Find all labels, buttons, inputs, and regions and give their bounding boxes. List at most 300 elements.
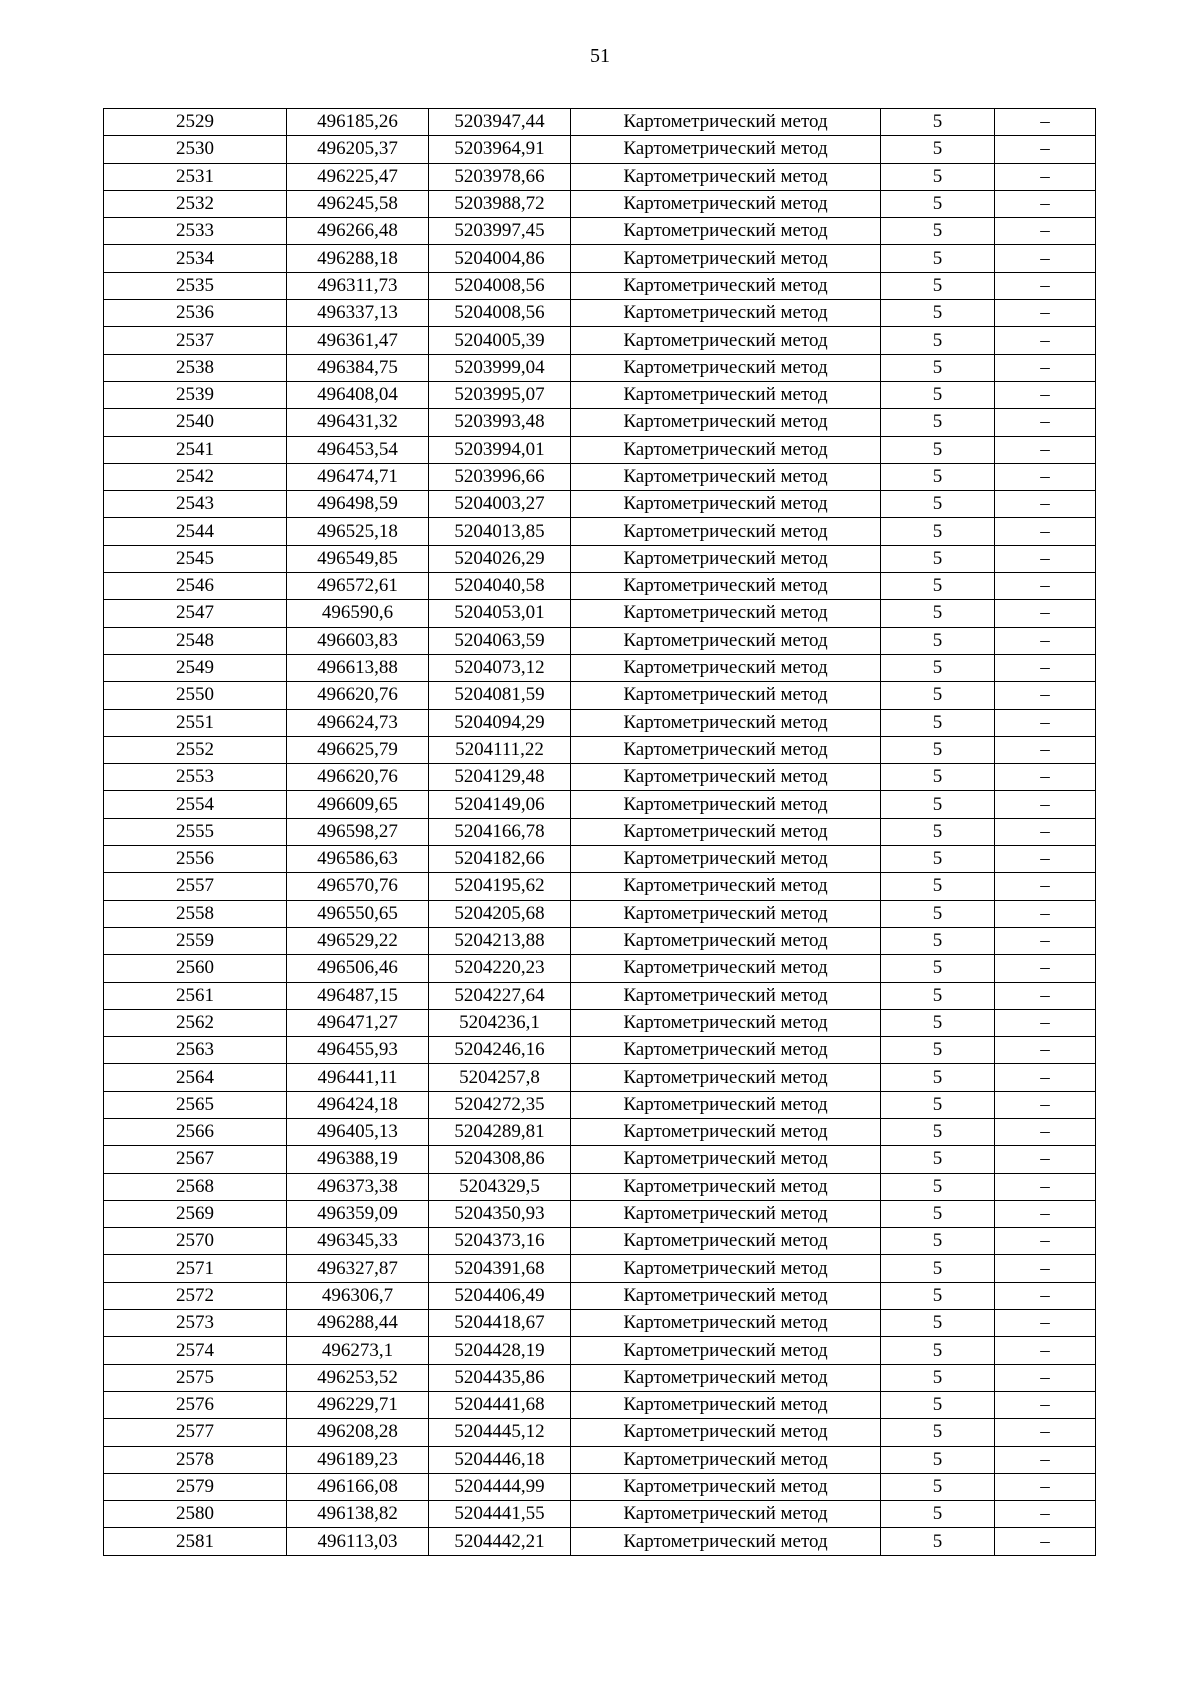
point-number-cell: 2572 — [104, 1282, 287, 1309]
method-cell: Картометрический метод — [571, 163, 881, 190]
point-number-cell: 2576 — [104, 1391, 287, 1418]
y-coordinate-cell: 5204026,29 — [429, 545, 571, 572]
table-row — [104, 1419, 1096, 1446]
y-coordinate-cell: 5203999,04 — [429, 354, 571, 381]
x-coordinate-cell: 496166,08 — [287, 1473, 429, 1500]
y-coordinate-cell: 5204350,93 — [429, 1200, 571, 1227]
x-coordinate-cell: 496185,26 — [287, 109, 429, 136]
table-row — [104, 136, 1096, 163]
y-coordinate-cell: 5204195,62 — [429, 873, 571, 900]
method-cell: Картометрический метод — [571, 873, 881, 900]
table-row — [104, 1501, 1096, 1528]
accuracy-cell: 5 — [881, 1228, 995, 1255]
point-number-cell: 2536 — [104, 300, 287, 327]
method-cell: Картометрический метод — [571, 491, 881, 518]
y-coordinate-cell: 5204166,78 — [429, 818, 571, 845]
y-coordinate-cell: 5204220,23 — [429, 955, 571, 982]
table-row — [104, 1118, 1096, 1145]
description-cell: – — [995, 791, 1096, 818]
accuracy-cell: 5 — [881, 1064, 995, 1091]
y-coordinate-cell: 5204040,58 — [429, 573, 571, 600]
y-coordinate-cell: 5204008,56 — [429, 272, 571, 299]
method-cell: Картометрический метод — [571, 982, 881, 1009]
x-coordinate-cell: 496113,03 — [287, 1528, 429, 1555]
x-coordinate-cell: 496408,04 — [287, 381, 429, 408]
x-coordinate-cell: 496189,23 — [287, 1446, 429, 1473]
y-coordinate-cell: 5204227,64 — [429, 982, 571, 1009]
y-coordinate-cell: 5204236,1 — [429, 1009, 571, 1036]
description-cell: – — [995, 491, 1096, 518]
point-number-cell: 2549 — [104, 654, 287, 681]
table-row — [104, 927, 1096, 954]
description-cell: – — [995, 1310, 1096, 1337]
point-number-cell: 2545 — [104, 545, 287, 572]
description-cell: – — [995, 818, 1096, 845]
x-coordinate-cell: 496359,09 — [287, 1200, 429, 1227]
accuracy-cell: 5 — [881, 1037, 995, 1064]
accuracy-cell: 5 — [881, 927, 995, 954]
description-cell: – — [995, 1473, 1096, 1500]
description-cell: – — [995, 573, 1096, 600]
y-coordinate-cell: 5204391,68 — [429, 1255, 571, 1282]
description-cell: – — [995, 1419, 1096, 1446]
point-number-cell: 2573 — [104, 1310, 287, 1337]
point-number-cell: 2541 — [104, 436, 287, 463]
point-number-cell: 2555 — [104, 818, 287, 845]
point-number-cell: 2529 — [104, 109, 287, 136]
x-coordinate-cell: 496288,18 — [287, 245, 429, 272]
x-coordinate-cell: 496474,71 — [287, 463, 429, 490]
accuracy-cell: 5 — [881, 272, 995, 299]
x-coordinate-cell: 496625,79 — [287, 736, 429, 763]
y-coordinate-cell: 5204149,06 — [429, 791, 571, 818]
method-cell: Картометрический метод — [571, 900, 881, 927]
accuracy-cell: 5 — [881, 1528, 995, 1555]
method-cell: Картометрический метод — [571, 1200, 881, 1227]
description-cell: – — [995, 627, 1096, 654]
accuracy-cell: 5 — [881, 1091, 995, 1118]
x-coordinate-cell: 496620,76 — [287, 682, 429, 709]
description-cell: – — [995, 381, 1096, 408]
accuracy-cell: 5 — [881, 1391, 995, 1418]
method-cell: Картометрический метод — [571, 1446, 881, 1473]
x-coordinate-cell: 496253,52 — [287, 1364, 429, 1391]
accuracy-cell: 5 — [881, 518, 995, 545]
table-row — [104, 1200, 1096, 1227]
x-coordinate-cell: 496306,7 — [287, 1282, 429, 1309]
y-coordinate-cell: 5204182,66 — [429, 846, 571, 873]
point-number-cell: 2542 — [104, 463, 287, 490]
table-row — [104, 736, 1096, 763]
point-number-cell: 2561 — [104, 982, 287, 1009]
table-row — [104, 982, 1096, 1009]
y-coordinate-cell: 5203997,45 — [429, 218, 571, 245]
description-cell: – — [995, 1091, 1096, 1118]
method-cell: Картометрический метод — [571, 736, 881, 763]
accuracy-cell: 5 — [881, 381, 995, 408]
accuracy-cell: 5 — [881, 218, 995, 245]
point-number-cell: 2580 — [104, 1501, 287, 1528]
table-row — [104, 1528, 1096, 1555]
method-cell: Картометрический метод — [571, 1009, 881, 1036]
x-coordinate-cell: 496529,22 — [287, 927, 429, 954]
description-cell: – — [995, 218, 1096, 245]
description-cell: – — [995, 1501, 1096, 1528]
point-number-cell: 2571 — [104, 1255, 287, 1282]
table-row — [104, 709, 1096, 736]
x-coordinate-cell: 496424,18 — [287, 1091, 429, 1118]
point-number-cell: 2563 — [104, 1037, 287, 1064]
table-row — [104, 1173, 1096, 1200]
accuracy-cell: 5 — [881, 1282, 995, 1309]
y-coordinate-cell: 5204004,86 — [429, 245, 571, 272]
accuracy-cell: 5 — [881, 1337, 995, 1364]
x-coordinate-cell: 496384,75 — [287, 354, 429, 381]
method-cell: Картометрический метод — [571, 218, 881, 245]
y-coordinate-cell: 5204406,49 — [429, 1282, 571, 1309]
y-coordinate-cell: 5203964,91 — [429, 136, 571, 163]
page-number: 51 — [590, 45, 610, 67]
accuracy-cell: 5 — [881, 573, 995, 600]
method-cell: Картометрический метод — [571, 1473, 881, 1500]
method-cell: Картометрический метод — [571, 846, 881, 873]
description-cell: – — [995, 163, 1096, 190]
table-row — [104, 163, 1096, 190]
point-number-cell: 2556 — [104, 846, 287, 873]
accuracy-cell: 5 — [881, 300, 995, 327]
x-coordinate-cell: 496506,46 — [287, 955, 429, 982]
description-cell: – — [995, 900, 1096, 927]
point-number-cell: 2550 — [104, 682, 287, 709]
point-number-cell: 2544 — [104, 518, 287, 545]
accuracy-cell: 5 — [881, 873, 995, 900]
x-coordinate-cell: 496405,13 — [287, 1118, 429, 1145]
point-number-cell: 2581 — [104, 1528, 287, 1555]
point-number-cell: 2548 — [104, 627, 287, 654]
description-cell: – — [995, 136, 1096, 163]
description-cell: – — [995, 272, 1096, 299]
y-coordinate-cell: 5203947,44 — [429, 109, 571, 136]
point-number-cell: 2559 — [104, 927, 287, 954]
method-cell: Картометрический метод — [571, 791, 881, 818]
description-cell: – — [995, 463, 1096, 490]
y-coordinate-cell: 5204063,59 — [429, 627, 571, 654]
description-cell: – — [995, 982, 1096, 1009]
x-coordinate-cell: 496455,93 — [287, 1037, 429, 1064]
y-coordinate-cell: 5204005,39 — [429, 327, 571, 354]
coordinates-table — [103, 108, 1096, 1556]
y-coordinate-cell: 5204442,21 — [429, 1528, 571, 1555]
x-coordinate-cell: 496609,65 — [287, 791, 429, 818]
y-coordinate-cell: 5204441,55 — [429, 1501, 571, 1528]
y-coordinate-cell: 5204129,48 — [429, 764, 571, 791]
x-coordinate-cell: 496245,58 — [287, 190, 429, 217]
point-number-cell: 2547 — [104, 600, 287, 627]
method-cell: Картометрический метод — [571, 764, 881, 791]
table-row — [104, 354, 1096, 381]
description-cell: – — [995, 1228, 1096, 1255]
description-cell: – — [995, 873, 1096, 900]
description-cell: – — [995, 327, 1096, 354]
accuracy-cell: 5 — [881, 900, 995, 927]
y-coordinate-cell: 5203994,01 — [429, 436, 571, 463]
point-number-cell: 2567 — [104, 1146, 287, 1173]
table-row — [104, 1064, 1096, 1091]
y-coordinate-cell: 5203996,66 — [429, 463, 571, 490]
accuracy-cell: 5 — [881, 682, 995, 709]
accuracy-cell: 5 — [881, 627, 995, 654]
method-cell: Картометрический метод — [571, 1419, 881, 1446]
table-row — [104, 327, 1096, 354]
description-cell: – — [995, 955, 1096, 982]
accuracy-cell: 5 — [881, 190, 995, 217]
method-cell: Картометрический метод — [571, 600, 881, 627]
x-coordinate-cell: 496620,76 — [287, 764, 429, 791]
description-cell: – — [995, 1200, 1096, 1227]
point-number-cell: 2552 — [104, 736, 287, 763]
method-cell: Картометрический метод — [571, 1228, 881, 1255]
accuracy-cell: 5 — [881, 1200, 995, 1227]
method-cell: Картометрический метод — [571, 627, 881, 654]
point-number-cell: 2535 — [104, 272, 287, 299]
description-cell: – — [995, 736, 1096, 763]
table-row — [104, 300, 1096, 327]
table-row — [104, 900, 1096, 927]
x-coordinate-cell: 496453,54 — [287, 436, 429, 463]
table-row — [104, 1282, 1096, 1309]
method-cell: Картометрический метод — [571, 573, 881, 600]
description-cell: – — [995, 409, 1096, 436]
point-number-cell: 2579 — [104, 1473, 287, 1500]
description-cell: – — [995, 354, 1096, 381]
point-number-cell: 2551 — [104, 709, 287, 736]
description-cell: – — [995, 927, 1096, 954]
accuracy-cell: 5 — [881, 982, 995, 1009]
table-row — [104, 1091, 1096, 1118]
y-coordinate-cell: 5204418,67 — [429, 1310, 571, 1337]
y-coordinate-cell: 5204073,12 — [429, 654, 571, 681]
y-coordinate-cell: 5204441,68 — [429, 1391, 571, 1418]
x-coordinate-cell: 496208,28 — [287, 1419, 429, 1446]
table-row — [104, 818, 1096, 845]
point-number-cell: 2566 — [104, 1118, 287, 1145]
point-number-cell: 2558 — [104, 900, 287, 927]
y-coordinate-cell: 5204329,5 — [429, 1173, 571, 1200]
method-cell: Картометрический метод — [571, 136, 881, 163]
method-cell: Картометрический метод — [571, 1310, 881, 1337]
y-coordinate-cell: 5204257,8 — [429, 1064, 571, 1091]
point-number-cell: 2578 — [104, 1446, 287, 1473]
x-coordinate-cell: 496345,33 — [287, 1228, 429, 1255]
table-row — [104, 272, 1096, 299]
accuracy-cell: 5 — [881, 436, 995, 463]
y-coordinate-cell: 5204435,86 — [429, 1364, 571, 1391]
point-number-cell: 2574 — [104, 1337, 287, 1364]
method-cell: Картометрический метод — [571, 1146, 881, 1173]
point-number-cell: 2534 — [104, 245, 287, 272]
table-row — [104, 1146, 1096, 1173]
method-cell: Картометрический метод — [571, 545, 881, 572]
method-cell: Картометрический метод — [571, 272, 881, 299]
point-number-cell: 2570 — [104, 1228, 287, 1255]
description-cell: – — [995, 1037, 1096, 1064]
accuracy-cell: 5 — [881, 791, 995, 818]
table-row — [104, 791, 1096, 818]
description-cell: – — [995, 600, 1096, 627]
accuracy-cell: 5 — [881, 136, 995, 163]
x-coordinate-cell: 496273,1 — [287, 1337, 429, 1364]
accuracy-cell: 5 — [881, 545, 995, 572]
description-cell: – — [995, 1146, 1096, 1173]
accuracy-cell: 5 — [881, 1009, 995, 1036]
point-number-cell: 2577 — [104, 1419, 287, 1446]
y-coordinate-cell: 5204289,81 — [429, 1118, 571, 1145]
x-coordinate-cell: 496229,71 — [287, 1391, 429, 1418]
method-cell: Картометрический метод — [571, 1064, 881, 1091]
table-row — [104, 1337, 1096, 1364]
x-coordinate-cell: 496138,82 — [287, 1501, 429, 1528]
description-cell: – — [995, 245, 1096, 272]
point-number-cell: 2564 — [104, 1064, 287, 1091]
description-cell: – — [995, 300, 1096, 327]
description-cell: – — [995, 1282, 1096, 1309]
description-cell: – — [995, 1391, 1096, 1418]
method-cell: Картометрический метод — [571, 1173, 881, 1200]
point-number-cell: 2532 — [104, 190, 287, 217]
description-cell: – — [995, 1446, 1096, 1473]
accuracy-cell: 5 — [881, 600, 995, 627]
point-number-cell: 2531 — [104, 163, 287, 190]
description-cell: – — [995, 190, 1096, 217]
table-row — [104, 1446, 1096, 1473]
accuracy-cell: 5 — [881, 491, 995, 518]
accuracy-cell: 5 — [881, 1146, 995, 1173]
accuracy-cell: 5 — [881, 846, 995, 873]
point-number-cell: 2575 — [104, 1364, 287, 1391]
y-coordinate-cell: 5204013,85 — [429, 518, 571, 545]
coordinates-table-body — [104, 109, 1096, 1556]
x-coordinate-cell: 496288,44 — [287, 1310, 429, 1337]
accuracy-cell: 5 — [881, 764, 995, 791]
method-cell: Картометрический метод — [571, 518, 881, 545]
y-coordinate-cell: 5204428,19 — [429, 1337, 571, 1364]
x-coordinate-cell: 496311,73 — [287, 272, 429, 299]
x-coordinate-cell: 496598,27 — [287, 818, 429, 845]
table-row — [104, 1037, 1096, 1064]
point-number-cell: 2569 — [104, 1200, 287, 1227]
method-cell: Картометрический метод — [571, 463, 881, 490]
point-number-cell: 2530 — [104, 136, 287, 163]
method-cell: Картометрический метод — [571, 354, 881, 381]
table-row — [104, 518, 1096, 545]
y-coordinate-cell: 5203995,07 — [429, 381, 571, 408]
table-row — [104, 1391, 1096, 1418]
method-cell: Картометрический метод — [571, 109, 881, 136]
x-coordinate-cell: 496327,87 — [287, 1255, 429, 1282]
x-coordinate-cell: 496431,32 — [287, 409, 429, 436]
y-coordinate-cell: 5204446,18 — [429, 1446, 571, 1473]
method-cell: Картометрический метод — [571, 1337, 881, 1364]
method-cell: Картометрический метод — [571, 1037, 881, 1064]
y-coordinate-cell: 5203988,72 — [429, 190, 571, 217]
x-coordinate-cell: 496337,13 — [287, 300, 429, 327]
x-coordinate-cell: 496590,6 — [287, 600, 429, 627]
description-cell: – — [995, 1528, 1096, 1555]
method-cell: Картометрический метод — [571, 1501, 881, 1528]
table-row — [104, 873, 1096, 900]
accuracy-cell: 5 — [881, 245, 995, 272]
accuracy-cell: 5 — [881, 1501, 995, 1528]
description-cell: – — [995, 709, 1096, 736]
description-cell: – — [995, 1337, 1096, 1364]
x-coordinate-cell: 496525,18 — [287, 518, 429, 545]
y-coordinate-cell: 5204308,86 — [429, 1146, 571, 1173]
table-row — [104, 600, 1096, 627]
accuracy-cell: 5 — [881, 163, 995, 190]
x-coordinate-cell: 496572,61 — [287, 573, 429, 600]
y-coordinate-cell: 5204053,01 — [429, 600, 571, 627]
table-row — [104, 245, 1096, 272]
table-row — [104, 955, 1096, 982]
description-cell: – — [995, 1255, 1096, 1282]
y-coordinate-cell: 5204445,12 — [429, 1419, 571, 1446]
y-coordinate-cell: 5204272,35 — [429, 1091, 571, 1118]
accuracy-cell: 5 — [881, 1473, 995, 1500]
table-row — [104, 409, 1096, 436]
method-cell: Картометрический метод — [571, 1255, 881, 1282]
x-coordinate-cell: 496624,73 — [287, 709, 429, 736]
point-number-cell: 2539 — [104, 381, 287, 408]
y-coordinate-cell: 5203993,48 — [429, 409, 571, 436]
y-coordinate-cell: 5203978,66 — [429, 163, 571, 190]
x-coordinate-cell: 496266,48 — [287, 218, 429, 245]
point-number-cell: 2537 — [104, 327, 287, 354]
accuracy-cell: 5 — [881, 654, 995, 681]
table-row — [104, 545, 1096, 572]
accuracy-cell: 5 — [881, 736, 995, 763]
method-cell: Картометрический метод — [571, 1528, 881, 1555]
description-cell: – — [995, 654, 1096, 681]
method-cell: Картометрический метод — [571, 245, 881, 272]
accuracy-cell: 5 — [881, 709, 995, 736]
point-number-cell: 2568 — [104, 1173, 287, 1200]
x-coordinate-cell: 496205,37 — [287, 136, 429, 163]
x-coordinate-cell: 496441,11 — [287, 1064, 429, 1091]
method-cell: Картометрический метод — [571, 709, 881, 736]
table-row — [104, 463, 1096, 490]
method-cell: Картометрический метод — [571, 654, 881, 681]
method-cell: Картометрический метод — [571, 682, 881, 709]
table-row — [104, 1228, 1096, 1255]
x-coordinate-cell: 496550,65 — [287, 900, 429, 927]
y-coordinate-cell: 5204003,27 — [429, 491, 571, 518]
accuracy-cell: 5 — [881, 1255, 995, 1282]
method-cell: Картометрический метод — [571, 409, 881, 436]
accuracy-cell: 5 — [881, 1173, 995, 1200]
x-coordinate-cell: 496373,38 — [287, 1173, 429, 1200]
description-cell: – — [995, 109, 1096, 136]
description-cell: – — [995, 846, 1096, 873]
point-number-cell: 2533 — [104, 218, 287, 245]
accuracy-cell: 5 — [881, 1310, 995, 1337]
point-number-cell: 2554 — [104, 791, 287, 818]
method-cell: Картометрический метод — [571, 1391, 881, 1418]
table-row — [104, 218, 1096, 245]
method-cell: Картометрический метод — [571, 1118, 881, 1145]
method-cell: Картометрический метод — [571, 327, 881, 354]
method-cell: Картометрический метод — [571, 955, 881, 982]
x-coordinate-cell: 496549,85 — [287, 545, 429, 572]
